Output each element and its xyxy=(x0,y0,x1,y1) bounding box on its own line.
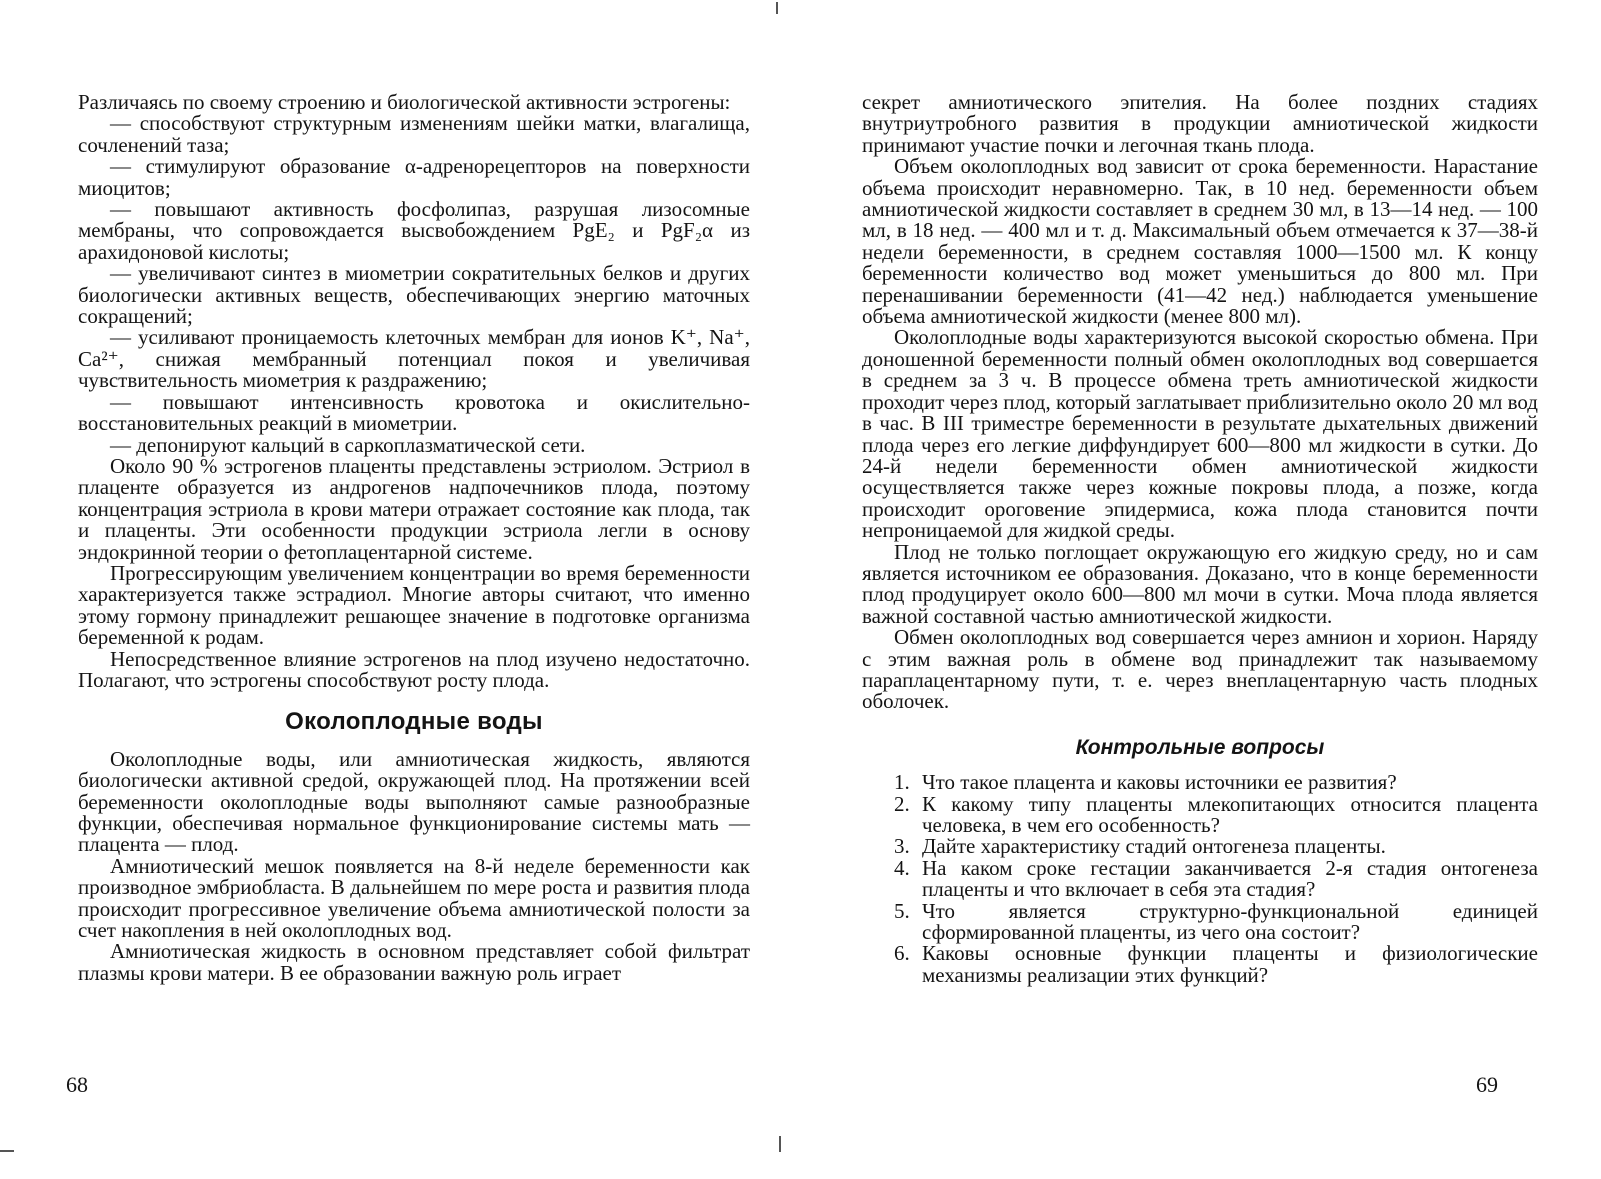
paragraph: Около 90 % эстрогенов плаценты представлены эстриолом. Эстриол в плаценте образуется из андрогенов надпочечников плода, поэтому концентрация эстриола в крови матери отражает состояние как плода, так и плаценты. Эти особенности продукции эстриола легли в основу эндокринной теории о фетоплацентарной системе. xyxy=(78,453,750,564)
question-text: К какому типу плаценты млекопитающих относится плацента человека, в чем его особенность? xyxy=(922,791,1538,837)
paragraph: Плод не только поглощает окружающую его жидкую среду, но и сам является источником ее образования. Доказано, что в конце беременности плод продуцирует около 600—800 мл мочи в сутки. Моча плода является важной составной частью амниотической жидкости. xyxy=(862,539,1538,628)
paragraph: Различаясь по своему строению и биологической активности эстрогены: xyxy=(78,90,731,114)
question-number: 6. xyxy=(894,941,910,966)
left-paragraphs-before xyxy=(78,92,750,691)
paragraph: Обмен околоплодных вод совершается через амнион и хорион. Наряду с этим важная роль в обмене вод принадлежит так называемому параплацентарному пути, т. е. через внеплацентарную часть плодных оболочек. xyxy=(862,625,1538,714)
paragraph: — стимулируют образование α-адренорецепторов на поверхности миоцитов; xyxy=(78,154,750,200)
question-item xyxy=(862,836,1538,857)
left-page xyxy=(0,0,800,1179)
question-text: Что такое плацента и каковы источники ее развития? xyxy=(922,770,1397,795)
paragraph: секрет амниотического эпителия. На более поздних стадиях внутриутробного развития в продукции амниотической жидкости принимают участие почки и легочная ткань плода. xyxy=(862,90,1538,157)
paragraph: — депонируют кальций в саркоплазматической сети. xyxy=(110,432,586,457)
question-item xyxy=(862,772,1538,793)
right-page xyxy=(800,0,1601,1179)
question-number: 4. xyxy=(894,855,910,880)
paragraph: — усиливают проницаемость клеточных мембран для ионов K⁺, Na⁺, Ca²⁺, снижая мембранный потенциал покоя и увеличивая чувствительность миометрия к раздражению; xyxy=(78,325,750,393)
section-title: Околоплодные воды xyxy=(285,708,543,736)
left-paragraphs-after xyxy=(78,746,750,985)
question-number: 3. xyxy=(894,834,910,859)
paragraph: — повышают интенсивность кровотока и окислительно-восстановительных реакций в миометрии. xyxy=(78,389,750,436)
page-number-left: 68 xyxy=(66,1072,88,1097)
paragraph: Околоплодные воды, или амниотическая жидкость, являются биологически активной средой, окружающей плод. На протяжении всей беременности околоплодные воды выполняют самые разнообразные функции, обеспечивая нормальное функционирование системы мать — плацента — плод. xyxy=(78,746,750,857)
page-number-right: 69 xyxy=(1476,1072,1498,1097)
question-item xyxy=(862,943,1538,986)
questions-title: Контрольные вопросы xyxy=(1075,735,1325,759)
paragraph: Объем околоплодных вод зависит от срока беременности. Нарастание объема происходит неравномерно. Так, в 10 нед. беременности объем амниотической жидкости составляет в среднем 30 мл, в 13—14 нед. — 100 мл, в 18 нед. — 400 мл и т. д. Максимальный объем отмечается к 37—38-й недели беременности, в среднем составляя 1000—1500 мл. К концу беременности количество вод может уменьшиться до 800 мл. При перенашивании беременности (41—42 нед.) наблюдается уменьшение объема амниотической жидкости (менее 800 мл). xyxy=(862,154,1538,329)
paragraph: Прогрессирующим увеличением концентрации во время беременности характеризуется также эстрадиол. Многие авторы считают, что именно этому гормону принадлежит решающее значение в подготовке организма беременной к родам. xyxy=(78,560,750,650)
left-page-column xyxy=(78,92,750,984)
paragraph: — увеличивают синтез в миометрии сократительных белков и других биологически активных веществ, обеспечивающих энергию маточных сокращений; xyxy=(78,261,750,329)
question-item xyxy=(862,791,1538,837)
question-number: 2. xyxy=(894,791,910,816)
right-paragraphs xyxy=(862,92,1538,713)
questions-list xyxy=(862,772,1538,986)
paragraph: Амниотическая жидкость в основном представляет собой фильтрат плазмы крови матери. В ее образовании важную роль играет xyxy=(78,939,750,985)
paragraph: Околоплодные воды характеризуются высокой скоростью обмена. При доношенной беременности полный обмен околоплодных вод совершается в среднем за 3 ч. В процессе обмена треть амниотической жидкости проходит через плод, который заглатывает приблизительно около 20 мл вод в час. В III триместре беременности в результате дыхательных движений плода через его легкие диффундирует 600—800 мл жидкости в сутки. До 24-й недели беременности обмен амниотической жидкости осуществляется также через кожные покровы плода, а позже, когда происходит ороговение эпидермиса, кожа плода становится почти непроницаемой для жидкой среды. xyxy=(862,325,1538,543)
paragraph: — повышают активность фосфолипаз, разрушая лизосомные мембраны, что сопровождается высвобождением PgE₂ и PgF₂α из арахидоновой кислоты; xyxy=(78,197,750,264)
paragraph: — способствуют структурным изменениям шейки матки, влагалища, сочленений таза; xyxy=(78,111,750,157)
right-page-column xyxy=(862,92,1538,986)
question-text: На каком сроке гестации заканчивается 2-я стадия онтогенеза плаценты и что включает в себя эта стадия? xyxy=(922,855,1538,902)
question-number: 5. xyxy=(894,898,910,923)
question-item xyxy=(862,898,1538,945)
question-text: Каковы основные функции плаценты и физиологические механизмы реализации этих функций? xyxy=(922,941,1538,987)
question-text: Дайте характеристику стадий онтогенеза плаценты. xyxy=(922,834,1386,859)
question-number: 1. xyxy=(894,770,910,795)
paragraph: Амниотический мешок появляется на 8-й неделе беременности как производное эмбриобласта. В дальнейшем по мере роста и развития плода происходит прогрессивное увеличение объема амниотической полости за счет накопления в ней околоплодных вод. xyxy=(78,853,750,943)
question-item xyxy=(862,855,1538,902)
question-text: Что является структурно-функциональной единицей сформированной плаценты, из чего она состоит? xyxy=(922,898,1538,945)
paragraph: Непосредственное влияние эстрогенов на плод изучено недостаточно. Полагают, что эстрогены способствуют росту плода. xyxy=(78,646,750,692)
